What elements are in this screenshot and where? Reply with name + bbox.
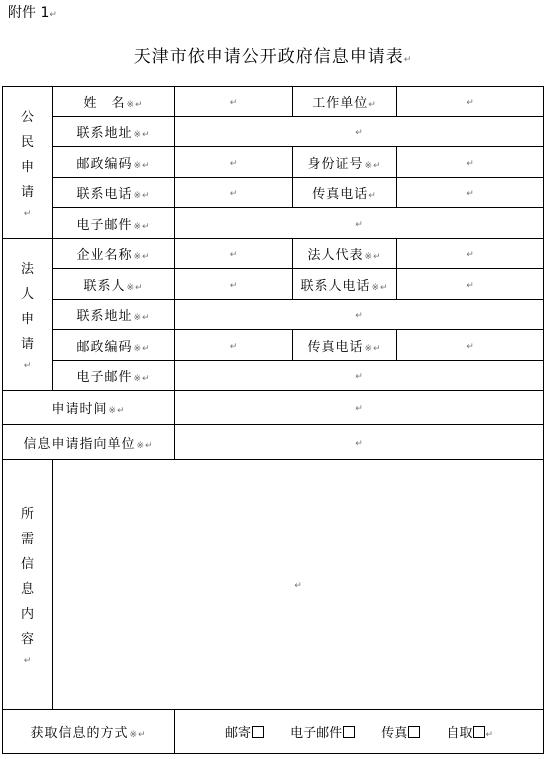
delivery-option-pickup[interactable]: 自取 ↵ [446, 726, 494, 741]
legal-postal-code-field[interactable]: ↵ [175, 330, 293, 361]
citizen-postal-code-label: 邮政编码※↵ [53, 147, 175, 178]
fax-checkbox[interactable] [408, 726, 420, 738]
legal-section-label: 法人申请 ↵ [3, 239, 53, 391]
id-number-label: 身份证号※↵ [293, 147, 397, 178]
citizen-fax-label: 传真电话↵ [293, 178, 397, 208]
pickup-checkbox[interactable] [473, 726, 485, 738]
legal-postal-code-label: 邮政编码※↵ [53, 330, 175, 361]
application-form [2, 86, 544, 754]
citizen-section-label: 公民申请 ↵ [3, 87, 53, 239]
id-number-field[interactable]: ↵ [397, 147, 544, 178]
citizen-phone-field[interactable]: ↵ [175, 178, 293, 208]
delivery-option-fax[interactable]: 传真 [381, 726, 420, 741]
attachment-label: 附件 1↵ [8, 5, 57, 21]
legal-address-field[interactable]: ↵ [175, 300, 544, 330]
work-unit-label: 工作单位↵ [293, 87, 397, 117]
citizen-email-field[interactable]: ↵ [175, 208, 544, 239]
name-label: 姓 名※↵ [53, 87, 175, 117]
legal-representative-field[interactable]: ↵ [397, 239, 544, 269]
delivery-option-email[interactable]: 电子邮件 [290, 726, 355, 741]
citizen-fax-field[interactable]: ↵ [397, 178, 544, 208]
company-name-field[interactable]: ↵ [175, 239, 293, 269]
legal-fax-label: 传真电话※↵ [293, 330, 397, 361]
legal-email-field[interactable]: ↵ [175, 361, 544, 391]
citizen-postal-code-field[interactable]: ↵ [175, 147, 293, 178]
citizen-phone-label: 联系电话※↵ [53, 178, 175, 208]
legal-email-label: 电子邮件※↵ [53, 361, 175, 391]
mail-checkbox[interactable] [252, 726, 264, 738]
citizen-address-field[interactable]: ↵ [175, 117, 544, 147]
info-content-field[interactable]: ↵ [53, 460, 544, 710]
info-content-label: 所需信息内容 ↵ [3, 460, 53, 710]
legal-address-label: 联系地址※↵ [53, 300, 175, 330]
work-unit-field[interactable]: ↵ [397, 87, 544, 117]
delivery-option-mail[interactable]: 邮寄 [225, 726, 264, 741]
contact-person-field[interactable]: ↵ [175, 269, 293, 300]
email-checkbox[interactable] [343, 726, 355, 738]
target-unit-field[interactable]: ↵ [175, 425, 544, 460]
legal-representative-label: 法人代表※↵ [293, 239, 397, 269]
citizen-email-label: 电子邮件※↵ [53, 208, 175, 239]
company-name-label: 企业名称※↵ [53, 239, 175, 269]
delivery-options [175, 710, 544, 754]
citizen-address-label: 联系地址※↵ [53, 117, 175, 147]
target-unit-label: 信息申请指向单位※↵ [3, 425, 175, 460]
request-time-field[interactable]: ↵ [175, 391, 544, 425]
contact-phone-field[interactable]: ↵ [397, 269, 544, 300]
contact-person-label: 联系人※↵ [53, 269, 175, 300]
name-field[interactable]: ↵ [175, 87, 293, 117]
request-time-label: 申请时间※↵ [3, 391, 175, 425]
legal-fax-field[interactable]: ↵ [397, 330, 544, 361]
form-title: 天津市依申请公开政府信息申请表↵ [133, 47, 413, 67]
contact-phone-label: 联系人电话※↵ [293, 269, 397, 300]
delivery-method-label: 获取信息的方式※↵ [3, 710, 175, 754]
